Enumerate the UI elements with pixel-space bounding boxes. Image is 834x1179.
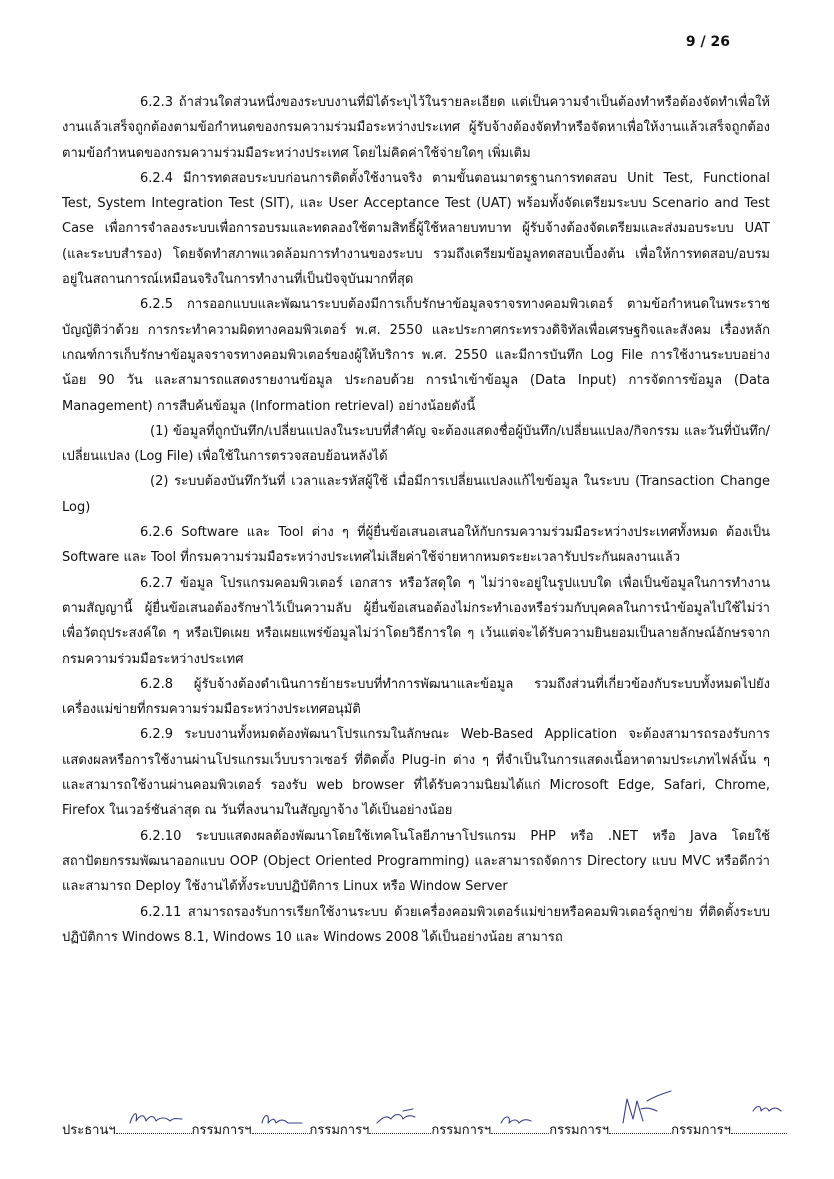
- member-signature-4: [617, 1089, 673, 1129]
- paragraph-6-2-9: 6.2.9 ระบบงานทั้งหมดต้องพัฒนาโปรแกรมในลักษณะ Web-Based Application จะต้องสามารถรองรับการแสดงผลหรือการใช้งานผ่านโปรแกรมเว็บบราวเซอร์ ที่ติดตั้ง Plug-in ต่าง ๆ ที่จำเป็นในการแสดงเนื้อหาตามประเภทไฟล์นั้น ๆ และสามารถใช้งานผ่านคอมพิวเตอร์ รองรับ web browser ที่ได้รับความนิยมได้แก่ Microsoft Edge, Safari, Chrome, Firefox ในเวอร์ชันล่าสุด ณ วันที่ลงนามในสัญญาจ้าง ได้เป็นอย่างน้อย: [62, 727, 770, 819]
- paragraph-6-2-6: 6.2.6 Software และ Tool ต่าง ๆ ที่ผู้ยื่นข้อเสนอเสนอให้กับกรมความร่วมมือระหว่างประเทศทั้งหมด ต้องเป็น Software และ Tool ที่กรมความร่วมมือระหว่างประเทศไม่เสียค่าใช้จ่ายหากหมดระยะเวลารับประกันผลงานแล้ว: [62, 525, 770, 566]
- paragraph-6-2-3: 6.2.3 ถ้าส่วนใดส่วนหนึ่งของระบบงานที่มิได้ระบุไว้ในรายละเอียด แต่เป็นความจำเป็นต้องทำหรือต้องจัดทำเพื่อให้งานแล้วเสร็จถูกต้องตามข้อกำหนดของกรมความร่วมมือระหว่างประเทศ ผู้รับจ้างต้องจัดทำหรือจัดหาเพื่อให้งานแล้วเสร็จถูกต้องตามข้อกำหนดของกรมความร่วมมือระหว่างประเทศ โดยไม่คิดค่าใช้จ่ายใดๆ เพิ่มเติม: [62, 95, 770, 161]
- page-number: 9 / 26: [685, 34, 730, 50]
- member-label-5: กรรมการฯ: [671, 1123, 731, 1138]
- member-signature-field-1: [252, 1121, 310, 1134]
- paragraph-6-2-7: 6.2.7 ข้อมูล โปรแกรมคอมพิวเตอร์ เอกสาร หรือวัสดุใด ๆ ไม่ว่าจะอยู่ในรูปแบบใด เพื่อเป็นข้อมูลในการทำงานตามสัญญานี้ ผู้ยื่นข้อเสนอต้องรักษาไว้เป็นความลับ ผู้ยื่นข้อเสนอต้องไม่กระทำเองหรือร่วมกับบุคคลในการนำข้อมูลไปใช้ไม่ว่าเพื่อวัตถุประสงค์ใด ๆ หรือเปิดเผย หรือเผยแพร่ข้อมูลไม่ว่าโดยวิธีการใด ๆ เว้นแต่จะได้รับความยินยอมเป็นลายลักษณ์อักษรจากกรมความร่วมมือระหว่างประเทศ: [62, 575, 770, 667]
- chair-signature-field: [116, 1121, 192, 1134]
- member-signature-field-2: [369, 1121, 431, 1134]
- paragraph-6-2-4: 6.2.4 มีการทดสอบระบบก่อนการติดตั้งใช้งานจริง ตามขั้นตอนมาตรฐานการทดสอบ Unit Test, Functional Test, System Integration Test (SIT), และ User Acceptance Test (UAT) พร้อมทั้งจัดเตรียมระบบ Scenario and Test Case เพื่อการจำลองระบบเพื่อการอบรมและทดลองใช้ตามสิทธิ์ผู้ใช้หลายบทบาท ผู้รับจ้างต้องจัดเตรียมและส่งมอบระบบ UAT (และระบบสำรอง) โดยจัดทำสภาพแวดล้อมการทำงานของระบบ รวมถึงเตรียมข้อมูลทดสอบเบื้องต้น เพื่อให้การทดสอบ/อบรม อยู่ในสถานการณ์เหมือนจริงในการทำงานที่เป็นปัจจุบันมากที่สุด: [62, 170, 770, 288]
- member-label-3: กรรมการฯ: [431, 1123, 492, 1138]
- paragraph-6-2-5-item-1: (1) ข้อมูลที่ถูกบันทึก/เปลี่ยนแปลงในระบบที่สำคัญ จะต้องแสดงชื่อผู้บันทึก/เปลี่ยนแปลง/กิจกรรม และวันที่บันทึก/เปลี่ยนแปลง (Log File) เพื่อใช้ในการตรวจสอบย้อนหลังได้: [62, 423, 770, 465]
- chair-signature: [126, 1107, 186, 1129]
- member-signature-2: [373, 1107, 423, 1129]
- paragraph-6-2-10: 6.2.10 ระบบแสดงผลต้องพัฒนาโดยใช้เทคโนโลยีภาษาโปรแกรม PHP หรือ .NET หรือ Java โดยใช้สถาปัตยกรรมพัฒนาออกแบบ OOP (Object Oriented Programming) และสามารถจัดการ Directory แบบ MVC หรือดีกว่า และสามารถ Deploy ใช้งานได้ทั้งระบบปฏิบัติการ Linux หรือ Window Server: [62, 828, 770, 895]
- document-body: [62, 90, 770, 950]
- chair-label: ประธานฯ: [62, 1123, 116, 1138]
- member-label-2: กรรมการฯ: [309, 1123, 370, 1138]
- member-signature-field-5: [731, 1121, 787, 1134]
- member-signature-field-3: [491, 1121, 549, 1134]
- signature-line: [62, 1100, 772, 1148]
- paragraph-6-2-8: 6.2.8 ผู้รับจ้างต้องดำเนินการย้ายระบบที่ทำการพัฒนาและข้อมูล รวมถึงส่วนที่เกี่ยวข้องกับระบบทั้งหมดไปยังเครื่องแม่ข่ายที่กรมความร่วมมือระหว่างประเทศอนุมัติ: [62, 676, 770, 718]
- member-signature-1: [258, 1109, 308, 1131]
- paragraph-6-2-11: 6.2.11 สามารถรองรับการเรียกใช้งานระบบ ด้วยเครื่องคอมพิวเตอร์แม่ข่ายหรือคอมพิวเตอร์ลูกข่าย ที่ติดตั้งระบบปฏิบัติการ Windows 8.1, Windows 10 และ Windows 2008 ได้เป็นอย่างน้อย สามารถ: [62, 904, 770, 945]
- member-label-1: กรรมการฯ: [191, 1123, 252, 1138]
- member-label-4: กรรมการฯ: [549, 1123, 610, 1138]
- paragraph-6-2-5: 6.2.5 การออกแบบและพัฒนาระบบต้องมีการเก็บรักษาข้อมูลจราจรทางคอมพิวเตอร์ ตามข้อกำหนดในพระราชบัญญัติว่าด้วย การกระทำความผิดทางคอมพิวเตอร์ พ.ศ. 2550 และประกาศกระทรวงดิจิทัลเพื่อเศรษฐกิจและสังคม เรื่องหลักเกณฑ์การเก็บรักษาข้อมูลจราจรทางคอมพิวเตอร์ของผู้ให้บริการ พ.ศ. 2550 และมีการบันทึก Log File การใช้งานระบบอย่างน้อย 90 วัน และสามารถแสดงรายงานข้อมูล ประกอบด้วย การนำเข้าข้อมูล (Data Input) การจัดการข้อมูล (Data Management) การสืบค้นข้อมูล (Information retrieval) อย่างน้อยดังนี้: [62, 297, 770, 414]
- paragraph-6-2-5-item-2: (2) ระบบต้องบันทึกวันที่ เวลาและรหัสผู้ใช้ เมื่อมีการเปลี่ยนแปลงแก้ไขข้อมูล ในระบบ (Transaction Change Log): [62, 474, 770, 515]
- member-signature-5: [749, 1099, 789, 1119]
- member-signature-3: [497, 1111, 541, 1131]
- member-signature-field-4: [609, 1121, 671, 1134]
